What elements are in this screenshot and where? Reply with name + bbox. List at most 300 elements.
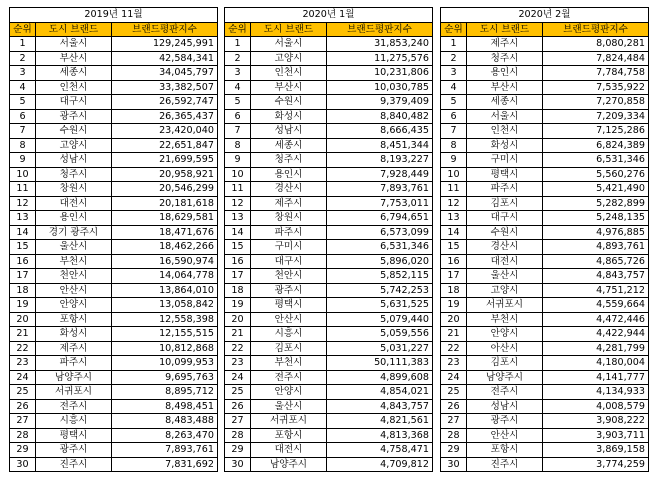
city-brand-cell: 남양주시 [251,457,327,472]
rank-cell: 14 [225,225,251,240]
brand-index-cell: 21,699,595 [112,153,218,168]
city-brand-cell: 용인시 [36,211,112,226]
brand-index-cell: 9,695,763 [112,370,218,385]
brand-index-cell: 7,125,286 [543,124,649,139]
brand-index-cell: 4,893,761 [543,240,649,255]
rank-cell: 13 [10,211,36,226]
city-brand-cell: 부천시 [36,254,112,269]
city-brand-cell: 제주시 [251,196,327,211]
city-brand-cell: 대구시 [36,95,112,110]
table-row [441,109,649,124]
city-brand-cell: 부산시 [251,80,327,95]
city-brand-cell: 세종시 [251,138,327,153]
city-brand-cell: 창원시 [36,182,112,197]
rank-cell: 14 [10,225,36,240]
table-row [10,95,218,110]
brand-index-cell: 8,895,712 [112,385,218,400]
table-row [225,80,433,95]
brand-index-cell: 5,079,440 [327,312,433,327]
brand-index-cell: 5,059,556 [327,327,433,342]
table-row [441,443,649,458]
city-brand-cell: 창원시 [251,211,327,226]
brand-index-cell: 4,422,944 [543,327,649,342]
table-row [225,269,433,284]
brand-index-cell: 8,451,344 [327,138,433,153]
table-row [441,167,649,182]
rank-cell: 23 [10,356,36,371]
table-row [441,196,649,211]
rank-cell: 19 [441,298,467,313]
city-brand-cell: 안산시 [36,283,112,298]
table-row [441,254,649,269]
table-row [441,414,649,429]
city-brand-cell: 인천시 [467,124,543,139]
rank-cell: 26 [225,399,251,414]
brand-index-cell: 9,379,409 [327,95,433,110]
brand-index-cell: 10,099,953 [112,356,218,371]
table-row [10,167,218,182]
brand-index-cell: 5,248,135 [543,211,649,226]
rank-cell: 2 [225,51,251,66]
city-brand-cell: 고양시 [36,138,112,153]
city-brand-cell: 천안시 [251,269,327,284]
rank-cell: 21 [10,327,36,342]
rank-cell: 2 [441,51,467,66]
city-brand-cell: 대전시 [251,443,327,458]
period-title: 2020년 2월 [441,8,649,23]
brand-index-cell: 6,824,389 [543,138,649,153]
brand-index-cell: 13,058,842 [112,298,218,313]
city-brand-cell: 서울시 [251,37,327,52]
table-row [225,37,433,52]
brand-index-cell: 18,629,581 [112,211,218,226]
rank-cell: 2 [10,51,36,66]
ranking-table [224,7,433,472]
table-row [225,124,433,139]
city-brand-cell: 평택시 [36,428,112,443]
rank-cell: 18 [225,283,251,298]
table-row [441,225,649,240]
rank-cell: 28 [225,428,251,443]
city-brand-cell: 광주시 [251,283,327,298]
rank-cell: 17 [10,269,36,284]
brand-index-cell: 5,421,490 [543,182,649,197]
brand-index-cell: 5,560,276 [543,167,649,182]
table-row [225,385,433,400]
brand-index-cell: 18,462,266 [112,240,218,255]
brand-index-cell: 4,976,885 [543,225,649,240]
city-brand-cell: 진주시 [467,457,543,472]
city-brand-cell: 진주시 [36,457,112,472]
city-brand-cell: 파주시 [251,225,327,240]
table-row [441,399,649,414]
city-brand-cell: 고양시 [467,283,543,298]
brand-index-cell: 4,899,608 [327,370,433,385]
table-row [10,37,218,52]
table-row [225,457,433,472]
brand-index-cell: 7,270,858 [543,95,649,110]
city-brand-cell: 대구시 [467,211,543,226]
rank-cell: 13 [441,211,467,226]
table-row [225,240,433,255]
table-row [10,283,218,298]
period-title: 2019년 11월 [10,8,218,23]
ranking-table-2019-11 [9,7,218,472]
rank-cell: 4 [441,80,467,95]
brand-index-cell: 7,831,692 [112,457,218,472]
ranking-table [440,7,649,472]
period-row [225,8,433,23]
city-brand-cell: 대전시 [467,254,543,269]
rank-cell: 4 [10,80,36,95]
table-row [225,399,433,414]
city-brand-cell: 평택시 [467,167,543,182]
brand-index-cell: 7,928,449 [327,167,433,182]
rank-cell: 19 [225,298,251,313]
rank-cell: 28 [10,428,36,443]
brand-index-cell: 4,141,777 [543,370,649,385]
table-row [10,240,218,255]
brand-index-cell: 5,742,253 [327,283,433,298]
table-row [441,37,649,52]
city-brand-cell: 파주시 [36,356,112,371]
brand-index-cell: 7,893,761 [112,443,218,458]
brand-index-cell: 10,812,868 [112,341,218,356]
rank-cell: 12 [441,196,467,211]
ranking-table-2020-01 [224,7,433,472]
city-brand-cell: 경산시 [467,240,543,255]
rank-cell: 6 [225,109,251,124]
rank-cell: 20 [441,312,467,327]
table-row [441,66,649,81]
rank-cell: 16 [225,254,251,269]
table-row [10,327,218,342]
rank-cell: 6 [10,109,36,124]
city-brand-cell: 수원시 [467,225,543,240]
brand-index-cell: 3,774,259 [543,457,649,472]
table-row [441,153,649,168]
city-brand-cell: 서귀포시 [36,385,112,400]
brand-index-cell: 6,531,346 [327,240,433,255]
brand-index-cell: 5,282,899 [543,196,649,211]
city-brand-cell: 구미시 [467,153,543,168]
brand-index-cell: 20,181,618 [112,196,218,211]
brand-index-cell: 4,813,368 [327,428,433,443]
brand-index-cell: 4,843,757 [327,399,433,414]
brand-index-cell: 4,843,757 [543,269,649,284]
table-row [10,254,218,269]
city-brand-cell: 용인시 [467,66,543,81]
table-row [225,182,433,197]
city-brand-cell: 성남시 [251,124,327,139]
table-row [10,225,218,240]
table-row [441,95,649,110]
table-row [225,283,433,298]
city-brand-cell: 부천시 [251,356,327,371]
brand-index-cell: 22,651,847 [112,138,218,153]
rank-cell: 14 [441,225,467,240]
table-row [441,211,649,226]
table-row [10,269,218,284]
rank-cell: 9 [225,153,251,168]
city-brand-cell: 세종시 [467,95,543,110]
header-rank: 순위 [225,22,251,37]
brand-index-cell: 3,869,158 [543,443,649,458]
brand-index-cell: 26,365,437 [112,109,218,124]
table-row [225,153,433,168]
rank-cell: 7 [225,124,251,139]
table-row [10,428,218,443]
city-brand-cell: 서귀포시 [251,414,327,429]
table-row [10,356,218,371]
brand-index-cell: 5,896,020 [327,254,433,269]
city-brand-cell: 구미시 [251,240,327,255]
city-brand-cell: 성남시 [467,399,543,414]
rank-cell: 17 [441,269,467,284]
header-city-brand: 도시 브랜드 [36,22,112,37]
city-brand-cell: 서울시 [36,37,112,52]
table-row [10,138,218,153]
header-rank: 순위 [441,22,467,37]
brand-index-cell: 16,590,974 [112,254,218,269]
brand-index-cell: 18,471,676 [112,225,218,240]
table-row [225,167,433,182]
table-row [441,428,649,443]
rank-cell: 10 [225,167,251,182]
rank-cell: 30 [225,457,251,472]
rank-cell: 21 [225,327,251,342]
city-brand-cell: 대전시 [36,196,112,211]
brand-index-cell: 4,281,799 [543,341,649,356]
city-brand-cell: 안양시 [251,385,327,400]
table-row [441,283,649,298]
rank-cell: 15 [441,240,467,255]
ranking-table [9,7,218,472]
city-brand-cell: 전주시 [251,370,327,385]
city-brand-cell: 울산시 [251,399,327,414]
city-brand-cell: 부산시 [36,51,112,66]
table-row [225,312,433,327]
brand-index-cell: 14,064,778 [112,269,218,284]
table-row [225,443,433,458]
table-row [441,269,649,284]
brand-index-cell: 4,709,812 [327,457,433,472]
header-rank: 순위 [10,22,36,37]
brand-index-cell: 6,794,651 [327,211,433,226]
brand-index-cell: 4,559,664 [543,298,649,313]
city-brand-cell: 안산시 [467,428,543,443]
rank-cell: 1 [441,37,467,52]
city-brand-cell: 울산시 [467,269,543,284]
brand-index-cell: 20,958,921 [112,167,218,182]
city-brand-cell: 남양주시 [36,370,112,385]
rank-cell: 16 [441,254,467,269]
brand-index-cell: 4,472,446 [543,312,649,327]
brand-index-cell: 7,824,484 [543,51,649,66]
brand-index-cell: 8,498,451 [112,399,218,414]
table-row [10,196,218,211]
table-row [225,370,433,385]
brand-index-cell: 5,631,525 [327,298,433,313]
city-brand-cell: 아산시 [467,341,543,356]
brand-index-cell: 4,865,726 [543,254,649,269]
rank-cell: 29 [10,443,36,458]
brand-index-cell: 12,155,515 [112,327,218,342]
rank-cell: 15 [225,240,251,255]
rank-cell: 30 [10,457,36,472]
city-brand-cell: 청주시 [36,167,112,182]
rank-cell: 9 [441,153,467,168]
table-row [225,51,433,66]
rank-cell: 8 [225,138,251,153]
rank-cell: 25 [225,385,251,400]
rank-cell: 11 [225,182,251,197]
table-row [225,356,433,371]
brand-index-cell: 7,893,761 [327,182,433,197]
rank-cell: 13 [225,211,251,226]
rank-cell: 1 [10,37,36,52]
table-row [225,66,433,81]
table-row [10,399,218,414]
table-row [10,414,218,429]
brand-index-cell: 13,864,010 [112,283,218,298]
header-brand-index: 브랜드평판지수 [327,22,433,37]
brand-index-cell: 7,784,758 [543,66,649,81]
rank-cell: 9 [10,153,36,168]
brand-index-cell: 34,045,797 [112,66,218,81]
rank-cell: 5 [441,95,467,110]
city-brand-cell: 서귀포시 [467,298,543,313]
brand-index-cell: 8,080,281 [543,37,649,52]
rank-cell: 25 [441,385,467,400]
brand-index-cell: 26,592,747 [112,95,218,110]
rank-cell: 24 [225,370,251,385]
rank-cell: 26 [441,399,467,414]
header-brand-index: 브랜드평판지수 [543,22,649,37]
table-row [441,327,649,342]
table-row [441,312,649,327]
rank-cell: 8 [441,138,467,153]
table-row [225,109,433,124]
city-brand-cell: 수원시 [251,95,327,110]
city-brand-cell: 용인시 [251,167,327,182]
brand-index-cell: 4,180,004 [543,356,649,371]
rank-cell: 20 [225,312,251,327]
table-row [225,196,433,211]
city-brand-cell: 인천시 [36,80,112,95]
brand-index-cell: 50,111,383 [327,356,433,371]
city-brand-cell: 고양시 [251,51,327,66]
rank-cell: 7 [441,124,467,139]
city-brand-cell: 부천시 [467,312,543,327]
table-row [225,138,433,153]
brand-index-cell: 6,573,099 [327,225,433,240]
brand-index-cell: 5,852,115 [327,269,433,284]
period-title: 2020년 1월 [225,8,433,23]
city-brand-cell: 천안시 [36,269,112,284]
table-row [441,385,649,400]
rank-cell: 22 [441,341,467,356]
rank-cell: 27 [10,414,36,429]
city-brand-cell: 김포시 [467,196,543,211]
brand-index-cell: 3,903,711 [543,428,649,443]
city-brand-cell: 화성시 [467,138,543,153]
city-brand-cell: 제주시 [467,37,543,52]
city-brand-cell: 경기 광주시 [36,225,112,240]
rank-cell: 16 [10,254,36,269]
rank-cell: 7 [10,124,36,139]
brand-index-cell: 8,840,482 [327,109,433,124]
rank-cell: 23 [225,356,251,371]
rank-cell: 12 [10,196,36,211]
rank-cell: 22 [225,341,251,356]
table-row [10,182,218,197]
table-row [441,341,649,356]
city-brand-cell: 김포시 [251,341,327,356]
rank-cell: 3 [441,66,467,81]
city-brand-cell: 평택시 [251,298,327,313]
table-row [10,124,218,139]
brand-index-cell: 7,753,011 [327,196,433,211]
rank-cell: 12 [225,196,251,211]
table-row [10,109,218,124]
table-row [10,385,218,400]
brand-index-cell: 33,382,507 [112,80,218,95]
rank-cell: 28 [441,428,467,443]
brand-index-cell: 4,758,471 [327,443,433,458]
rank-cell: 29 [225,443,251,458]
header-city-brand: 도시 브랜드 [467,22,543,37]
brand-index-cell: 4,821,561 [327,414,433,429]
table-row [10,457,218,472]
rank-cell: 29 [441,443,467,458]
rank-cell: 3 [10,66,36,81]
rank-cell: 15 [10,240,36,255]
city-brand-cell: 시흥시 [36,414,112,429]
header-row [225,22,433,37]
table-row [441,356,649,371]
city-brand-cell: 안산시 [251,312,327,327]
rank-cell: 6 [441,109,467,124]
table-row [10,370,218,385]
city-brand-cell: 안양시 [467,327,543,342]
rank-cell: 5 [10,95,36,110]
city-brand-cell: 대구시 [251,254,327,269]
table-row [225,327,433,342]
city-brand-cell: 울산시 [36,240,112,255]
table-row [10,312,218,327]
table-row [441,138,649,153]
table-row [441,182,649,197]
table-row [225,341,433,356]
city-brand-cell: 청주시 [467,51,543,66]
rank-cell: 17 [225,269,251,284]
table-row [225,254,433,269]
brand-index-cell: 4,008,579 [543,399,649,414]
brand-index-cell: 4,854,021 [327,385,433,400]
rank-cell: 5 [225,95,251,110]
city-brand-cell: 경산시 [251,182,327,197]
brand-index-cell: 23,420,040 [112,124,218,139]
rank-cell: 19 [10,298,36,313]
rank-cell: 3 [225,66,251,81]
city-brand-cell: 서울시 [467,109,543,124]
rank-cell: 24 [10,370,36,385]
rank-cell: 27 [441,414,467,429]
header-row [441,22,649,37]
table-row [441,124,649,139]
rank-cell: 11 [10,182,36,197]
